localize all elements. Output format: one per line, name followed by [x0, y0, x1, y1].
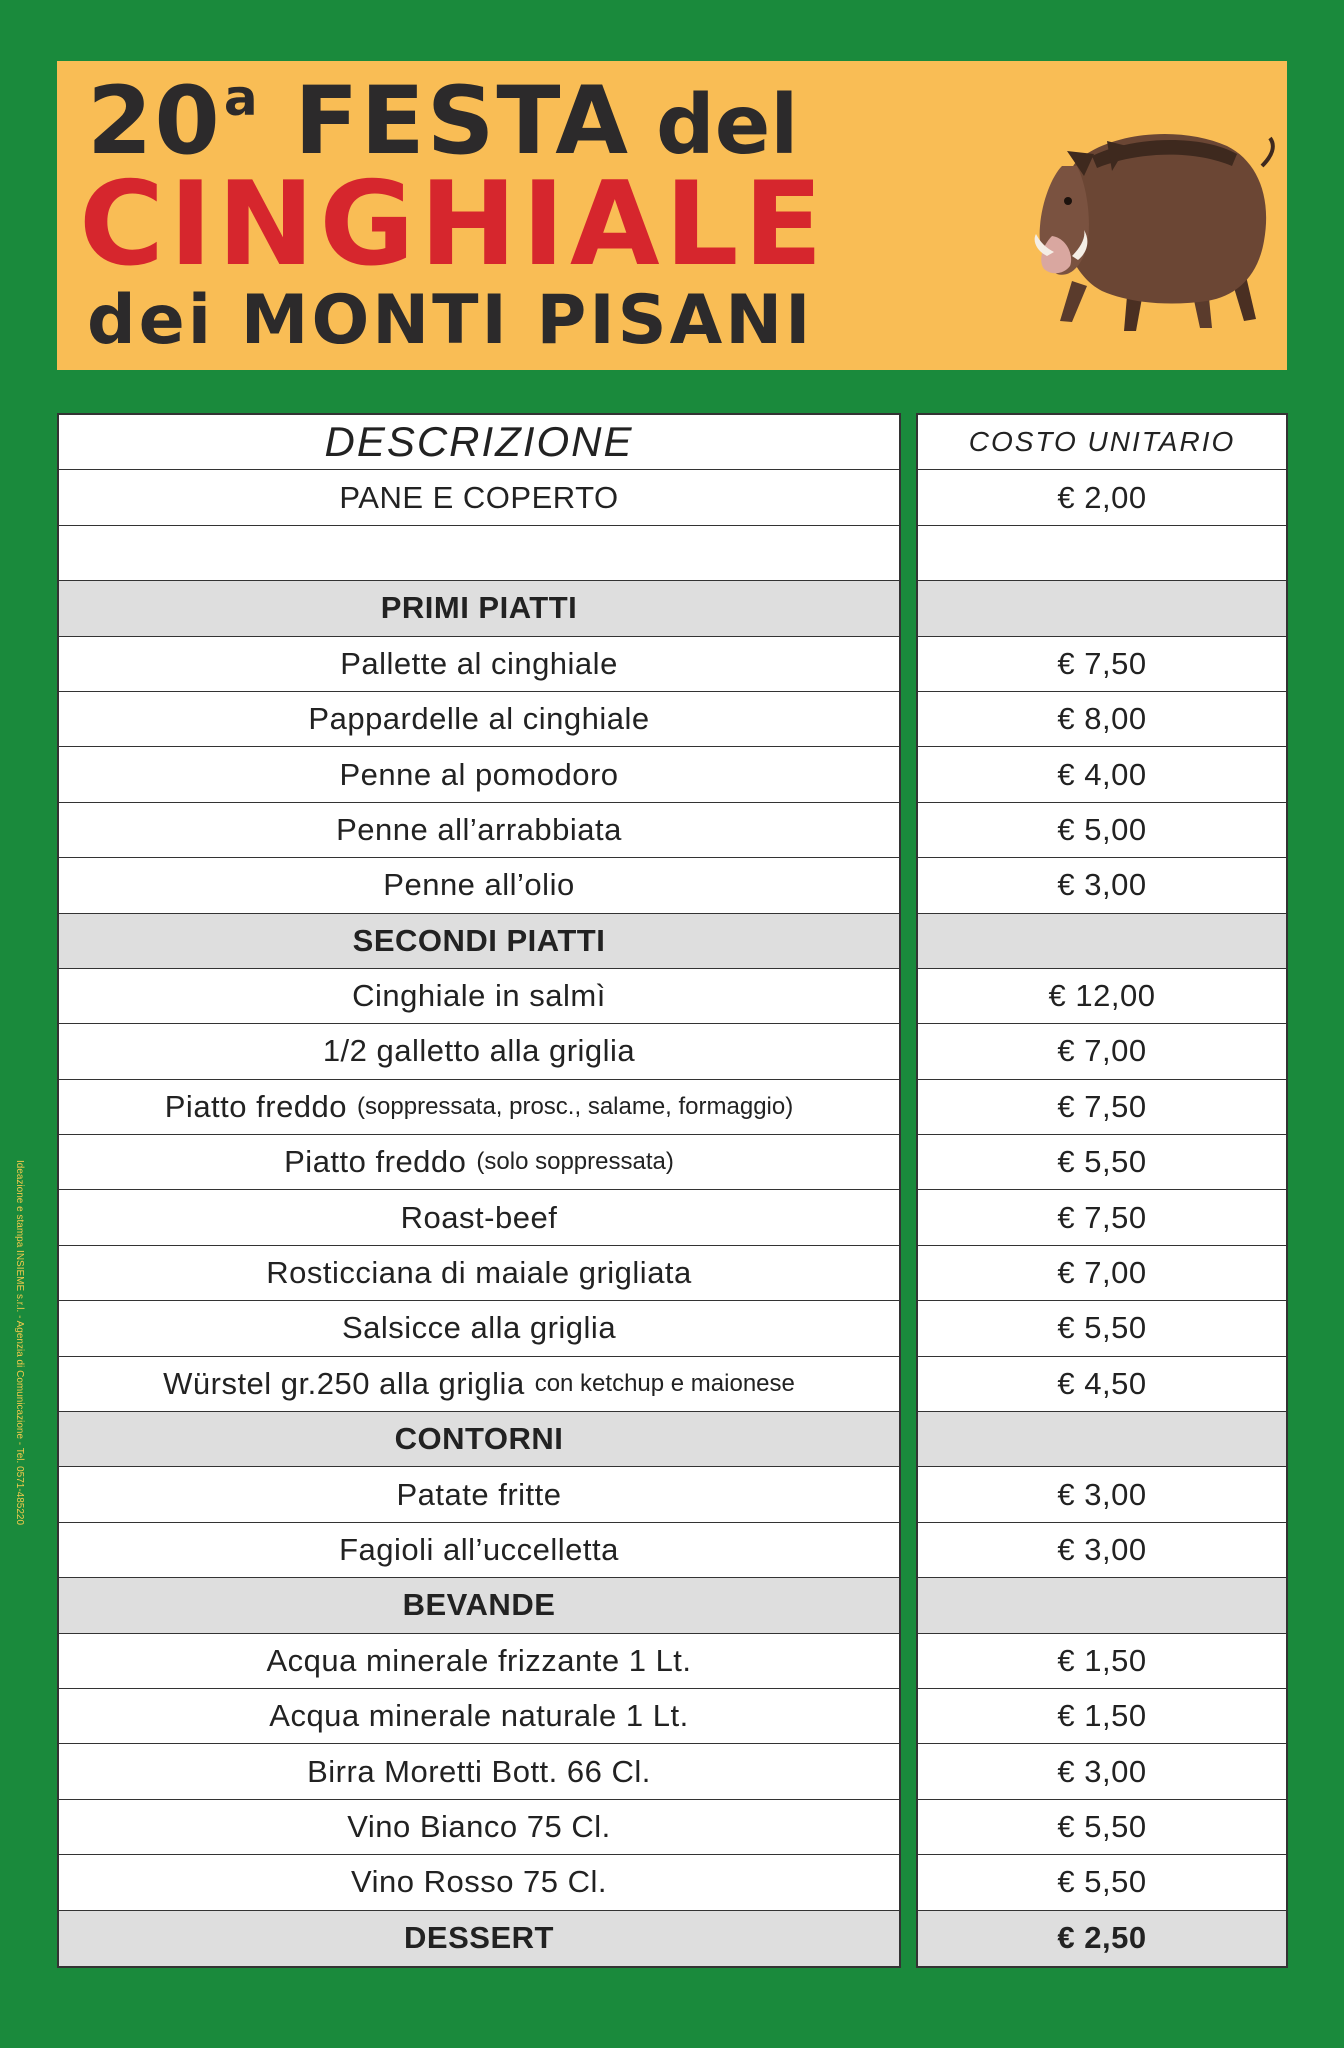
price-row	[918, 1855, 1286, 1910]
menu-item-label: Salsicce alla griglia	[341, 1310, 617, 1346]
category-label: PRIMI PIATTI	[380, 590, 578, 626]
price-value: € 7,50	[1057, 1199, 1147, 1235]
price-row	[918, 1080, 1286, 1135]
price-value: € 3,00	[1057, 1532, 1147, 1567]
cost-header	[918, 415, 1286, 470]
edition-number: 20	[87, 67, 222, 176]
category-label: BEVANDE	[402, 1587, 556, 1623]
price-value: € 4,50	[1057, 1365, 1147, 1401]
price-value: € 5,50	[1057, 1864, 1147, 1900]
menu-item-row	[59, 1689, 899, 1744]
menu-item-note: (soppressata, prosc., salame, formaggio)	[357, 1092, 794, 1120]
menu-item-note: con ketchup e maionese	[534, 1369, 795, 1397]
price-row	[918, 1357, 1286, 1412]
menu-item-label: 1/2 galletto alla griglia	[322, 1033, 636, 1069]
menu-item-row	[59, 1467, 899, 1522]
price-value: € 5,00	[1057, 811, 1147, 847]
price-value: € 7,50	[1057, 645, 1147, 681]
price-value: € 5,50	[1057, 1144, 1147, 1180]
price-value: € 3,00	[1057, 1753, 1147, 1789]
price-value: € 3,00	[1057, 867, 1147, 903]
category-row	[59, 581, 899, 636]
description-header	[59, 415, 899, 470]
menu-item-row	[59, 1357, 899, 1412]
price-row	[918, 1744, 1286, 1799]
cost-header-label: COSTO UNITARIO	[968, 426, 1236, 458]
menu-item-row	[59, 747, 899, 802]
menu-item-label: Roast-beef	[400, 1199, 558, 1235]
price-value: € 4,00	[1057, 756, 1147, 792]
price-row	[918, 1301, 1286, 1356]
price-row	[918, 1412, 1286, 1467]
price-value: € 1,50	[1057, 1698, 1147, 1734]
menu-item-row	[59, 637, 899, 692]
category-label: DESSERT	[404, 1920, 554, 1956]
price-row	[918, 747, 1286, 802]
price-row	[918, 526, 1286, 581]
price-value: € 2,50	[1057, 1920, 1147, 1956]
menu-item-row	[59, 1800, 899, 1855]
menu-item-row	[59, 858, 899, 913]
price-row	[918, 1467, 1286, 1522]
menu-item-label: Acqua minerale naturale 1 Lt.	[269, 1698, 689, 1734]
category-row	[59, 1911, 899, 1966]
menu-item-label: Patate fritte	[396, 1476, 562, 1512]
menu-item-label: PANE E COPERTO	[339, 479, 619, 515]
wild-boar-illustration	[1032, 106, 1277, 336]
price-value: € 8,00	[1057, 701, 1147, 737]
menu-item-label: Rosticciana di maiale grigliata	[266, 1255, 692, 1291]
menu-item-row	[59, 803, 899, 858]
price-row	[918, 914, 1286, 969]
category-row	[59, 1578, 899, 1633]
printer-credit: Ideazione e stampa INSIEME s.r.l. - Agenzia di Comunicazione - Tel. 0571-485220	[14, 1160, 25, 1526]
menu-item-label: Penne all’olio	[383, 867, 575, 903]
title-cinghiale: CINGHIALE	[79, 157, 828, 292]
menu-item-row	[59, 1634, 899, 1689]
menu-item-label: Piatto freddo	[164, 1088, 348, 1124]
menu-item-label: Penne al pomodoro	[339, 756, 619, 792]
price-row	[918, 969, 1286, 1024]
price-value: € 12,00	[1048, 978, 1156, 1014]
menu-item-label: Penne all’arrabbiata	[336, 811, 622, 847]
price-row	[918, 637, 1286, 692]
menu-item-label: Pallette al cinghiale	[340, 645, 618, 681]
menu-item-label: Cinghiale in salmì	[352, 978, 606, 1014]
price-row	[918, 1246, 1286, 1301]
price-row	[918, 1024, 1286, 1079]
price-row	[918, 581, 1286, 636]
price-row	[918, 1523, 1286, 1578]
edition-superscript: a	[223, 69, 260, 127]
menu-item-row	[59, 1301, 899, 1356]
price-row	[918, 692, 1286, 747]
menu-item-row	[59, 1523, 899, 1578]
price-row	[918, 470, 1286, 525]
price-row	[918, 803, 1286, 858]
title-banner	[57, 61, 1287, 370]
menu-item-row	[59, 1246, 899, 1301]
menu-item-row	[59, 969, 899, 1024]
menu-item-label: Pappardelle al cinghiale	[308, 701, 650, 737]
price-value: € 7,50	[1057, 1088, 1147, 1124]
price-value: € 7,00	[1057, 1033, 1147, 1069]
menu-item-row	[59, 526, 899, 581]
cost-column	[916, 413, 1288, 1968]
menu-item-label: Birra Moretti Bott. 66 Cl.	[307, 1753, 651, 1789]
menu-item-label: Vino Bianco 75 Cl.	[347, 1808, 611, 1844]
category-row	[59, 1412, 899, 1467]
price-value: € 2,00	[1057, 479, 1147, 515]
title-subtitle: dei MONTI PISANI	[87, 281, 814, 360]
category-label: CONTORNI	[394, 1421, 564, 1457]
menu-item-row	[59, 1744, 899, 1799]
title-del: del	[656, 78, 799, 173]
description-column	[57, 413, 901, 1968]
menu-item-row	[59, 1190, 899, 1245]
category-row	[59, 914, 899, 969]
price-value: € 5,50	[1057, 1310, 1147, 1346]
menu-item-label: Piatto freddo	[284, 1144, 467, 1180]
price-row	[918, 1135, 1286, 1190]
menu-item-row	[59, 1080, 899, 1135]
price-row	[918, 1689, 1286, 1744]
title-festa: FESTA	[294, 67, 630, 176]
price-row	[918, 1578, 1286, 1633]
price-value: € 1,50	[1057, 1642, 1147, 1678]
menu-item-label: Würstel gr.250 alla griglia	[163, 1365, 525, 1401]
category-label: SECONDI PIATTI	[352, 922, 606, 958]
price-value: € 7,00	[1057, 1255, 1147, 1291]
menu-item-note: (solo soppressata)	[476, 1148, 674, 1176]
menu-item-label: Fagioli all’uccelletta	[339, 1532, 619, 1567]
menu-item-row	[59, 1855, 899, 1910]
price-row	[918, 1634, 1286, 1689]
menu-item-row	[59, 1024, 899, 1079]
description-header-label: DESCRIZIONE	[324, 418, 634, 466]
price-value: € 3,00	[1057, 1476, 1147, 1512]
title-line-1	[87, 67, 799, 176]
price-row	[918, 1800, 1286, 1855]
price-value: € 5,50	[1057, 1808, 1147, 1844]
price-row	[918, 1190, 1286, 1245]
menu-item-label: Acqua minerale frizzante 1 Lt.	[266, 1642, 692, 1678]
menu-item-row	[59, 1135, 899, 1190]
menu-item-row	[59, 470, 899, 525]
menu-item-label: Vino Rosso 75 Cl.	[350, 1864, 608, 1900]
price-row	[918, 858, 1286, 913]
price-row	[918, 1911, 1286, 1966]
menu-item-row	[59, 692, 899, 747]
